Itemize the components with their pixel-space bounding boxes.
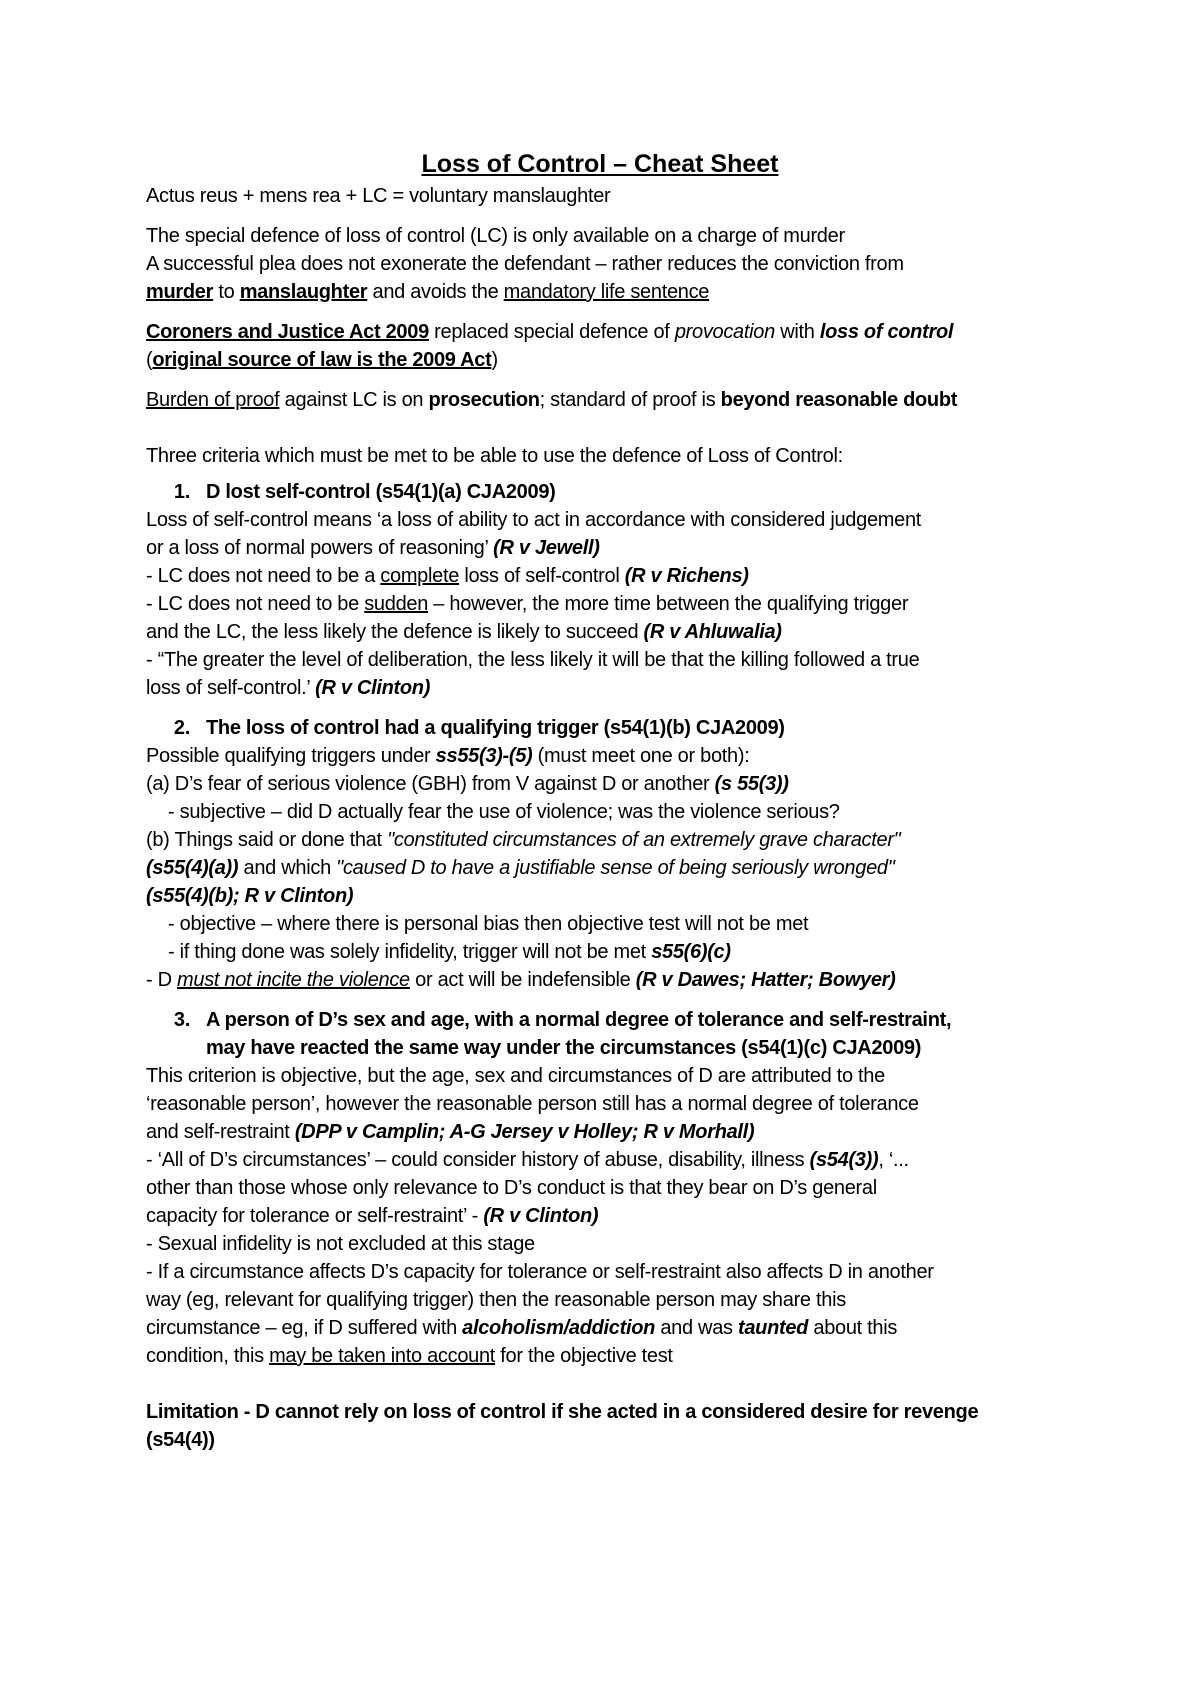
- criterion-3-line: [146, 1120, 754, 1144]
- case-citation: (R v Clinton): [315, 677, 431, 699]
- heading-text: The loss of control had a qualifying trigger (s54(1)(b) CJA2009): [206, 717, 785, 739]
- text: Possible qualifying triggers under: [146, 745, 436, 767]
- statute-citation: (s 55(3)): [714, 773, 789, 795]
- text: – however, the more time between the qualifying trigger: [428, 593, 909, 615]
- text: - LC does not need to be a: [146, 565, 381, 587]
- criterion-3-line: other than those whose only relevance to D’s conduct is that they bear on D’s general: [146, 1177, 877, 1199]
- text: - LC does not need to be: [146, 593, 365, 615]
- term-incite-violence: must not incite the violence: [177, 969, 410, 991]
- formula-line: Actus reus + mens rea + LC = voluntary manslaughter: [146, 185, 611, 207]
- criterion-2-line: - objective – where there is personal bias then objective test will not be met: [168, 913, 809, 935]
- term-sudden: sudden: [364, 593, 429, 615]
- text: to: [213, 281, 240, 303]
- criterion-1-line: [146, 536, 600, 560]
- text: (must meet one or both):: [532, 745, 750, 767]
- criterion-2-line: [146, 828, 900, 852]
- text: circumstance – eg, if D suffered with: [146, 1317, 463, 1339]
- criterion-2-heading: [162, 716, 785, 740]
- page-title: Loss of Control – Cheat Sheet: [421, 150, 779, 178]
- list-number: 2.: [173, 717, 190, 739]
- intro-paragraph-line: The special defence of loss of control (LC) is only available on a charge of murder: [146, 225, 845, 247]
- text: (a) D’s fear of serious violence (GBH) from V against D or another: [146, 773, 715, 795]
- list-number: 3.: [173, 1009, 190, 1031]
- criterion-2-line: - subjective – did D actually fear the use of violence; was the violence serious?: [168, 801, 840, 823]
- text: or act will be indefensible: [409, 969, 636, 991]
- text: ): [491, 349, 498, 371]
- term-provocation: provocation: [674, 321, 775, 343]
- criterion-1-heading: [162, 480, 556, 504]
- criterion-3-heading: [162, 1008, 951, 1032]
- limitation-line: Limitation - D cannot rely on loss of control if she acted in a considered desire for revenge: [146, 1401, 979, 1423]
- text: - ‘All of D’s circumstances’ – could consider history of abuse, disability, illness: [146, 1149, 810, 1171]
- criterion-1-line: - “The greater the level of deliberation, the less likely it will be that the killing followed a true: [146, 649, 920, 671]
- criterion-3-line: way (eg, relevant for qualifying trigger) then the reasonable person may share this: [146, 1289, 846, 1311]
- criterion-3-line: This criterion is objective, but the age, sex and circumstances of D are attributed to the: [146, 1065, 885, 1087]
- statute-quote: "constituted circumstances of an extremely grave character": [387, 829, 901, 851]
- criterion-3-line: [146, 1204, 598, 1228]
- text: , ‘...: [878, 1149, 909, 1171]
- case-citation: (R v Dawes; Hatter; Bowyer): [635, 969, 896, 991]
- case-citation: (R v Jewell): [493, 537, 600, 559]
- text: or a loss of normal powers of reasoning’: [146, 537, 494, 559]
- term-burden-of-proof: Burden of proof: [146, 389, 280, 411]
- case-citation: (DPP v Camplin; A-G Jersey v Holley; R v Morhall): [294, 1121, 755, 1143]
- text: capacity for tolerance or self-restraint’ -: [146, 1205, 484, 1227]
- criterion-2-line: [146, 856, 895, 880]
- list-number: 1.: [173, 481, 190, 503]
- criterion-2-line: [146, 968, 896, 992]
- text: and avoids the: [367, 281, 504, 303]
- act-paragraph-line: [146, 348, 498, 372]
- criterion-2-line: [146, 772, 789, 796]
- criterion-3-line: ‘reasonable person’, however the reasonable person still has a normal degree of tolerance: [146, 1093, 919, 1115]
- text: with: [774, 321, 820, 343]
- term-taken-into-account: may be taken into account: [269, 1345, 496, 1367]
- case-citation: (R v Clinton): [483, 1205, 599, 1227]
- criterion-3-line: [146, 1148, 909, 1172]
- term-prosecution: prosecution: [428, 389, 540, 411]
- criterion-1-line: [146, 592, 908, 616]
- statute-citation: ss55(3)-(5): [435, 745, 533, 767]
- heading-text: A person of D’s sex and age, with a normal degree of tolerance and self-restraint,: [206, 1009, 952, 1031]
- text: ; standard of proof is: [539, 389, 721, 411]
- act-name: Coroners and Justice Act 2009: [146, 321, 429, 343]
- term-complete: complete: [380, 565, 460, 587]
- text: and self-restraint: [146, 1121, 295, 1143]
- act-paragraph-line: [146, 320, 953, 344]
- intro-paragraph-line: A successful plea does not exonerate the defendant – rather reduces the conviction from: [146, 253, 904, 275]
- criterion-3-heading: may have reacted the same way under the circumstances (s54(1)(c) CJA2009): [206, 1037, 922, 1059]
- criterion-1-line: Loss of self-control means ‘a loss of ability to act in accordance with considered judgement: [146, 509, 922, 531]
- text: replaced special defence of: [428, 321, 675, 343]
- criterion-1-line: [146, 564, 749, 588]
- statute-citation: (s55(4)(a)): [146, 857, 239, 879]
- criterion-2-line: [146, 744, 749, 768]
- statute-citation: s55(6)(c): [651, 941, 731, 963]
- limitation-line: (s54(4)): [146, 1429, 215, 1451]
- criterion-2-line: [168, 940, 731, 964]
- criterion-3-line: - If a circumstance affects D’s capacity for tolerance or self-restraint also affects D in another: [146, 1261, 934, 1283]
- criterion-2-citation-line: (s55(4)(b); R v Clinton): [146, 885, 354, 907]
- text: loss of self-control.’: [146, 677, 316, 699]
- case-citation: (R v Richens): [624, 565, 749, 587]
- intro-paragraph-line: [146, 280, 709, 304]
- text: - if thing done was solely infidelity, trigger will not be met: [168, 941, 652, 963]
- text: condition, this: [146, 1345, 270, 1367]
- text: and the LC, the less likely the defence is likely to succeed: [146, 621, 644, 643]
- statute-quote: "caused D to have a justifiable sense of being seriously wronged": [336, 857, 895, 879]
- text: - D: [146, 969, 178, 991]
- term-mandatory-life-sentence: mandatory life sentence: [503, 281, 710, 303]
- term-beyond-reasonable-doubt: beyond reasonable doubt: [720, 389, 958, 411]
- text: and which: [238, 857, 337, 879]
- text: and was: [655, 1317, 738, 1339]
- source-of-law: original source of law is the 2009 Act: [152, 349, 492, 371]
- criteria-intro: Three criteria which must be met to be able to use the defence of Loss of Control:: [146, 445, 843, 467]
- criterion-1-line: [146, 676, 430, 700]
- term-taunted: taunted: [737, 1317, 809, 1339]
- text: (: [146, 349, 153, 371]
- text: (b) Things said or done that: [146, 829, 388, 851]
- term-alcoholism-addiction: alcoholism/addiction: [462, 1317, 656, 1339]
- criterion-3-line: [146, 1316, 897, 1340]
- criterion-3-line: [146, 1344, 673, 1368]
- text: loss of self-control: [459, 565, 625, 587]
- case-citation: (R v Ahluwalia): [643, 621, 782, 643]
- term-manslaughter: manslaughter: [239, 281, 368, 303]
- criterion-3-line: - Sexual infidelity is not excluded at this stage: [146, 1233, 535, 1255]
- burden-of-proof-line: [146, 388, 957, 412]
- text: for the objective test: [495, 1345, 673, 1367]
- term-loss-of-control: loss of control: [819, 321, 954, 343]
- heading-text: D lost self-control (s54(1)(a) CJA2009): [206, 481, 556, 503]
- text: about this: [808, 1317, 898, 1339]
- statute-citation: (s54(3)): [809, 1149, 879, 1171]
- criterion-1-line: [146, 620, 782, 644]
- term-murder: murder: [146, 281, 214, 303]
- text: against LC is on: [279, 389, 429, 411]
